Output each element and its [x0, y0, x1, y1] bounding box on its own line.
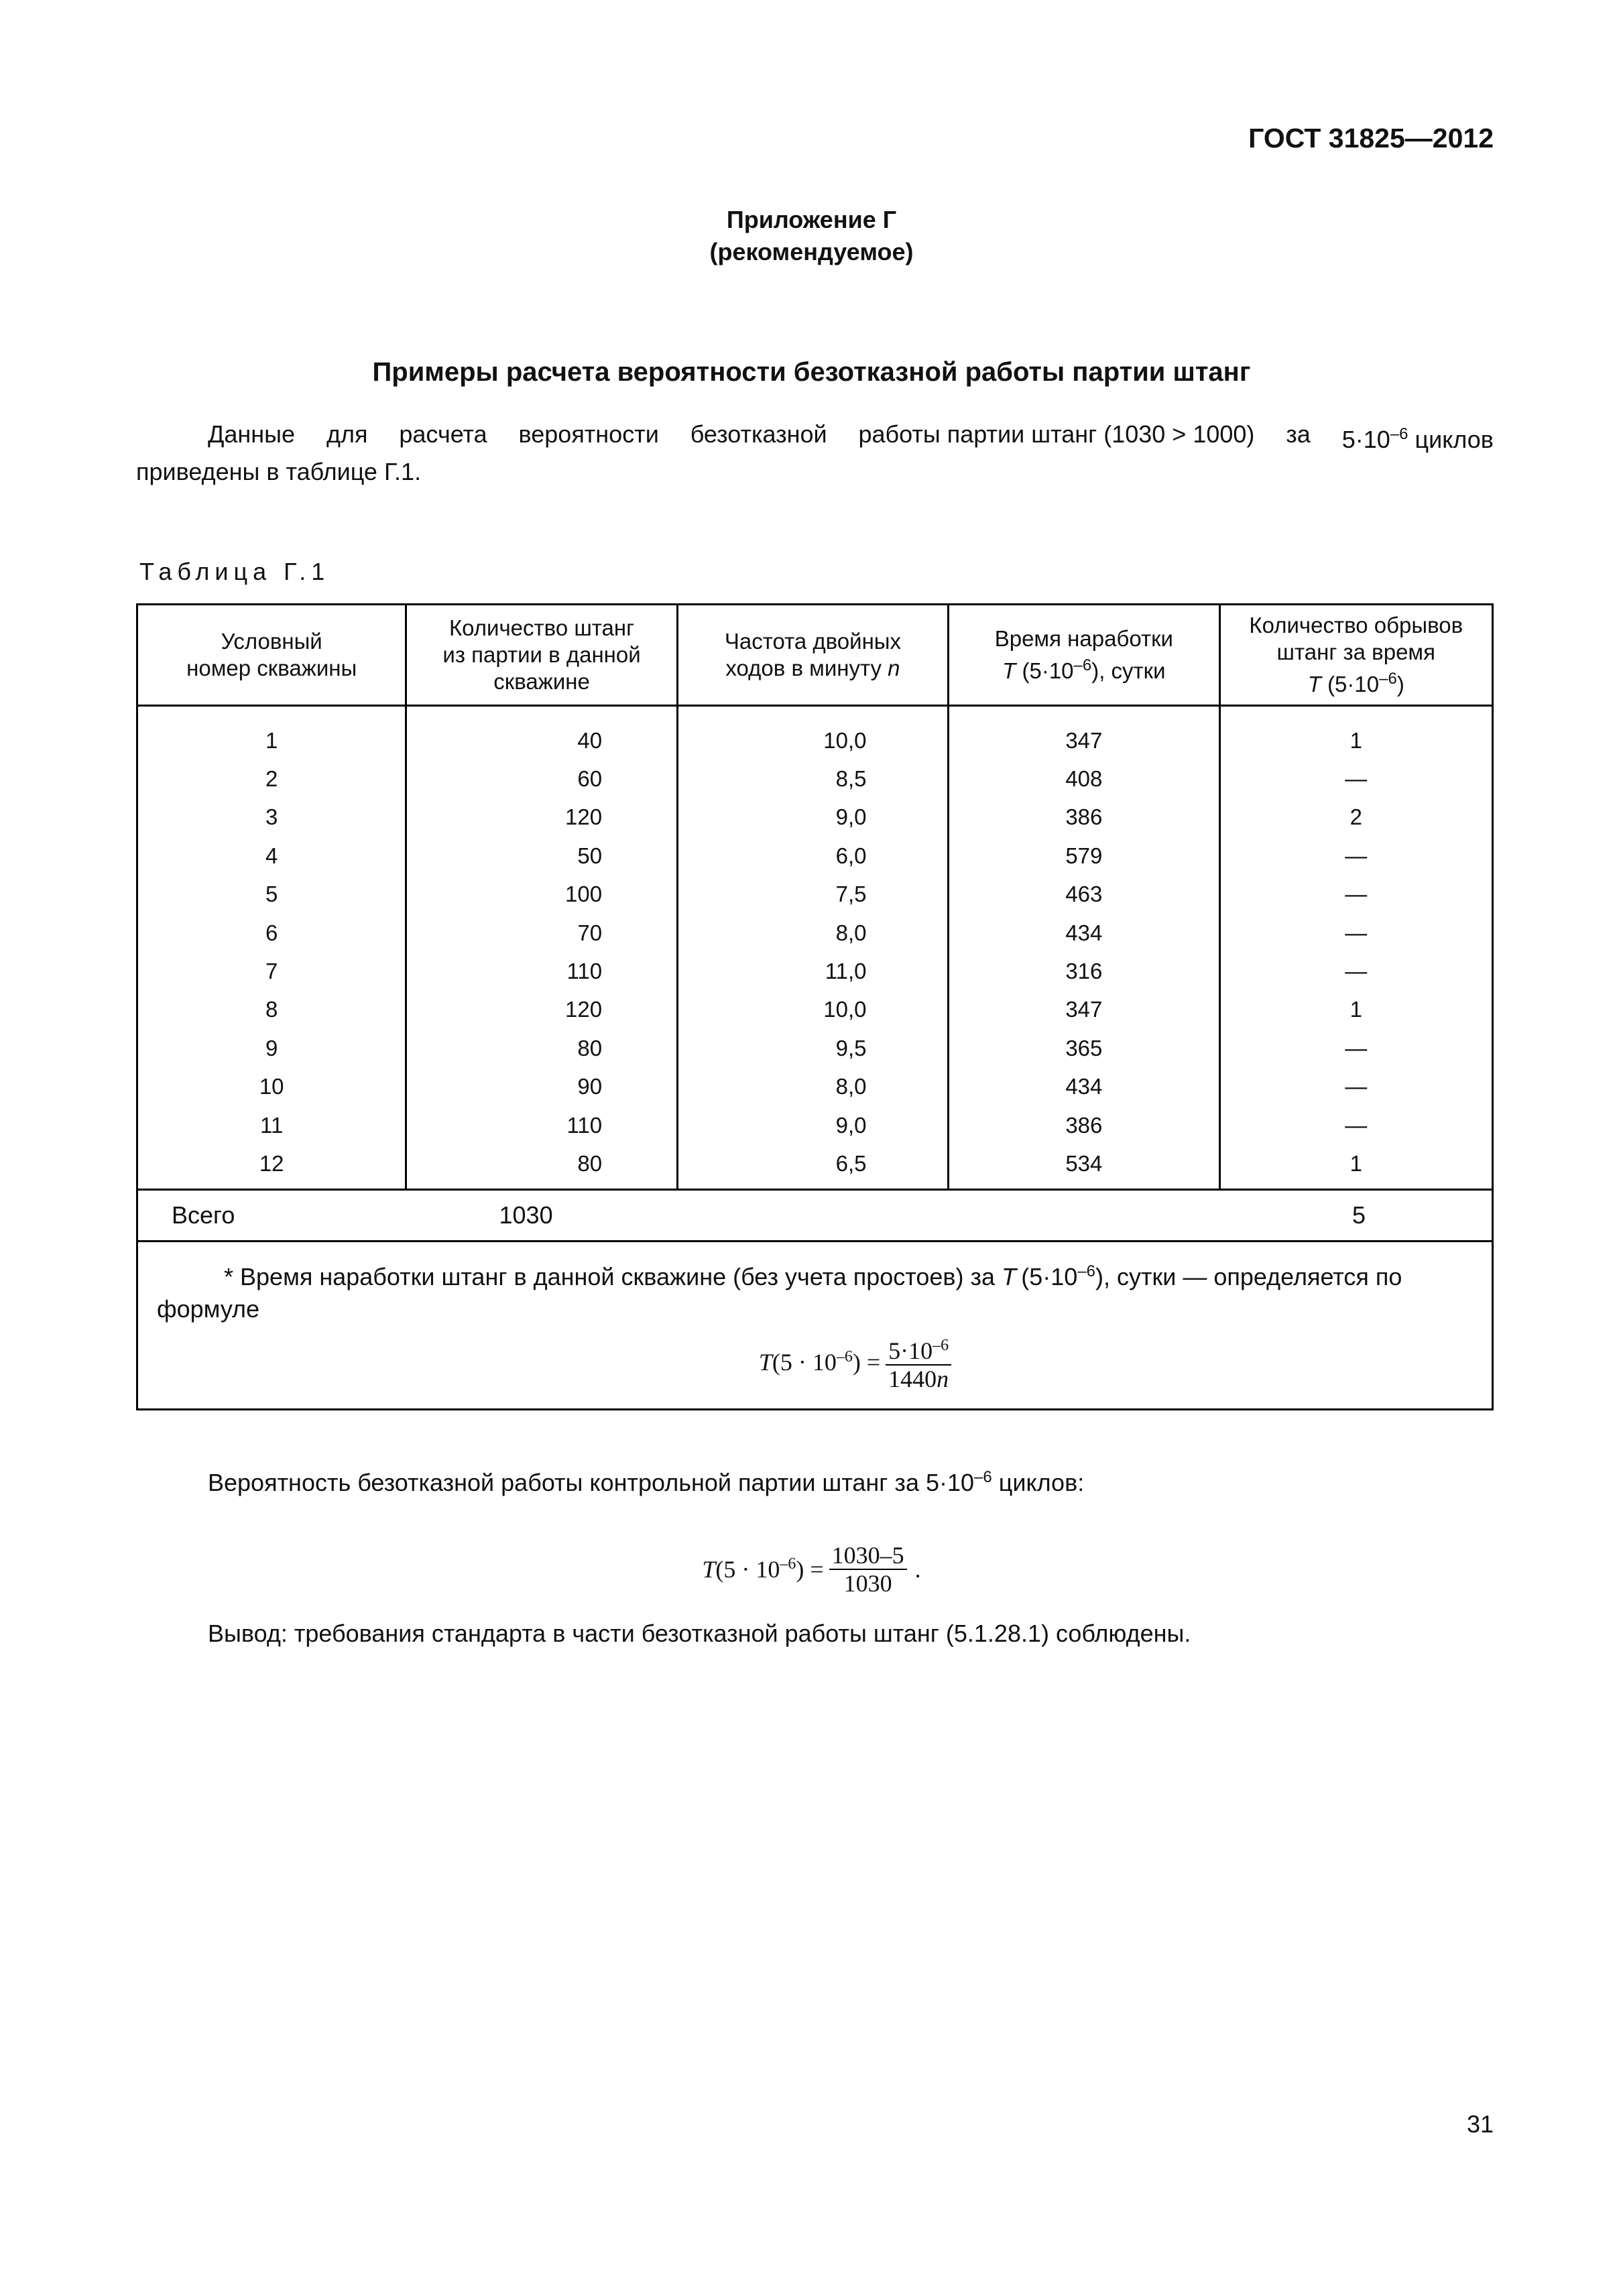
header-well-number: Условный номер скважины [137, 605, 406, 706]
table-cell: 11,0 [677, 952, 948, 990]
table-row [137, 837, 1493, 875]
table-cell: 534 [949, 1144, 1219, 1189]
table-cell: — [1219, 952, 1492, 990]
header-operating-time: Время наработки T $(5\cdot 10^{-6})$, сутки [949, 605, 1219, 706]
table-cell: — [1219, 837, 1492, 875]
table-cell: 60 [406, 760, 677, 798]
table-cell: 8 [137, 991, 406, 1029]
table-cell: 2 [137, 760, 406, 798]
total-label: Всего [172, 1201, 235, 1229]
table-cell: 11 [137, 1106, 406, 1144]
intro-line-2: приведены в таблице Г.1. [136, 458, 422, 485]
table-row [137, 875, 1493, 914]
table-cell: 4 [137, 837, 406, 875]
table-cell: 386 [949, 1106, 1219, 1144]
total-breaks: 5 [1351, 1201, 1366, 1229]
header-rod-count: Количество штанг из партии в данной скважине [406, 605, 677, 706]
table-cell: 100 [406, 875, 677, 914]
table-cell: 579 [949, 837, 1219, 875]
intro-word: вероятности [518, 420, 659, 448]
data-table [136, 603, 1494, 1410]
table-cell: 6 [137, 914, 406, 952]
table-cell: 80 [406, 1029, 677, 1067]
table-cell: 70 [406, 914, 677, 952]
conclusion-text: Вывод: требования стандарта в части безотказной работы штанг (5.1.28.1) соблюдены. [208, 1620, 1191, 1647]
table-row [137, 914, 1493, 952]
table-cell: 9,0 [677, 1106, 948, 1144]
table-cell: 1 [137, 721, 406, 760]
table-cell: 10 [137, 1068, 406, 1106]
table-row [137, 991, 1493, 1029]
intro-word: безотказной [690, 420, 827, 448]
table-cell: 347 [949, 991, 1219, 1029]
table-row [137, 1068, 1493, 1106]
intro-word: Данные [208, 420, 296, 448]
table-cell: 9 [137, 1029, 406, 1067]
table-cell: 10,0 [677, 991, 948, 1029]
table-cell: 9,5 [677, 1029, 948, 1067]
table-cell: 316 [949, 952, 1219, 990]
table-cell: 386 [949, 798, 1219, 837]
probability-text: Вероятность безотказной работы контрольной партии штанг за $5\cdot 10^{-6}$ циклов: [208, 1468, 1085, 1496]
probability-formula: $T(5 \cdot 10^{-6})$ = $\frac{1030-5}{1030}$ . [702, 1542, 921, 1597]
table-cell: 8,5 [677, 760, 948, 798]
appendix-name: Приложение Г [726, 206, 897, 233]
table-label: Таблица Г.1 [139, 558, 330, 585]
table-cell: 40 [406, 721, 677, 760]
table-cell: 3 [137, 798, 406, 837]
appendix-status: (рекомендуемое) [709, 238, 914, 265]
table-header-row [137, 605, 1493, 706]
page-number: 31 [1466, 2110, 1494, 2138]
table-cell: 8,0 [677, 914, 948, 952]
document-code: ГОСТ 31825—2012 [1248, 123, 1494, 154]
table-cell: 434 [949, 914, 1219, 952]
intro-word: для [326, 420, 368, 448]
table-cell: 120 [406, 798, 677, 837]
operating-time-formula: $T(5 \cdot 10^{-6})$ = $\frac{5\cdot 10^{-6}}{1440n}$ [138, 1325, 1492, 1408]
table-cell: 434 [949, 1068, 1219, 1106]
table-cell: 80 [406, 1144, 677, 1189]
intro-word: за [1286, 420, 1311, 448]
table-cell: 1 [1219, 1144, 1492, 1189]
intro-paragraph [136, 418, 1494, 488]
total-rods: 1030 [499, 1201, 553, 1229]
table-cell: 6,0 [677, 837, 948, 875]
table-cell: 110 [406, 1106, 677, 1144]
table-cell: 365 [949, 1029, 1219, 1067]
table-cell: 7 [137, 952, 406, 990]
table-cell: — [1219, 1029, 1492, 1067]
table-cell: 408 [949, 760, 1219, 798]
table-cell: 110 [406, 952, 677, 990]
table-cell: 2 [1219, 798, 1492, 837]
table-cell: 8,0 [677, 1068, 948, 1106]
section-heading: Примеры расчета вероятности безотказной работы партии штанг [372, 357, 1251, 387]
table-row [137, 1144, 1493, 1189]
table-cell: 10,0 [677, 721, 948, 760]
table-cell: — [1219, 875, 1492, 914]
header-stroke-frequency: Частота двойных ходов в минуту n [677, 605, 948, 706]
intro-line-1 [136, 418, 1494, 456]
table-cell: 347 [949, 721, 1219, 760]
table-cell: — [1219, 760, 1492, 798]
table-cell: — [1219, 914, 1492, 952]
table-cell: 12 [137, 1144, 406, 1189]
intro-word: работы партии штанг (1030 > 1000) [858, 420, 1255, 448]
table-footnote: * Время наработки штанг в данной скважине (без учета простоев) за T $(5\cdot 10^{-6})$, сутки — определяется по формуле [157, 1262, 1402, 1323]
table-row [137, 952, 1493, 990]
table-cell: 1 [1219, 721, 1492, 760]
table-footnote-row [137, 1241, 1493, 1409]
table-cell: 120 [406, 991, 677, 1029]
table-row [137, 721, 1493, 760]
table-row [137, 1106, 1493, 1144]
table-cell: 1 [1219, 991, 1492, 1029]
intro-cycles: $5\cdot 10^{-6}$ циклов [1341, 425, 1494, 453]
appendix-title [0, 204, 1623, 268]
table-cell: 7,5 [677, 875, 948, 914]
table-cell: 9,0 [677, 798, 948, 837]
table-total-row [137, 1189, 1493, 1241]
table-cell: — [1219, 1106, 1492, 1144]
table-cell: 5 [137, 875, 406, 914]
table-cell: — [1219, 1068, 1492, 1106]
header-break-count: Количество обрывов штанг за время T $(5\cdot 10^{-6})$ [1219, 605, 1492, 706]
table-row [137, 1029, 1493, 1067]
table-cell: 90 [406, 1068, 677, 1106]
table-cell: 6,5 [677, 1144, 948, 1189]
intro-word: расчета [399, 420, 487, 448]
table-cell: 50 [406, 837, 677, 875]
table-row [137, 760, 1493, 798]
table-row [137, 798, 1493, 837]
table-cell: 463 [949, 875, 1219, 914]
